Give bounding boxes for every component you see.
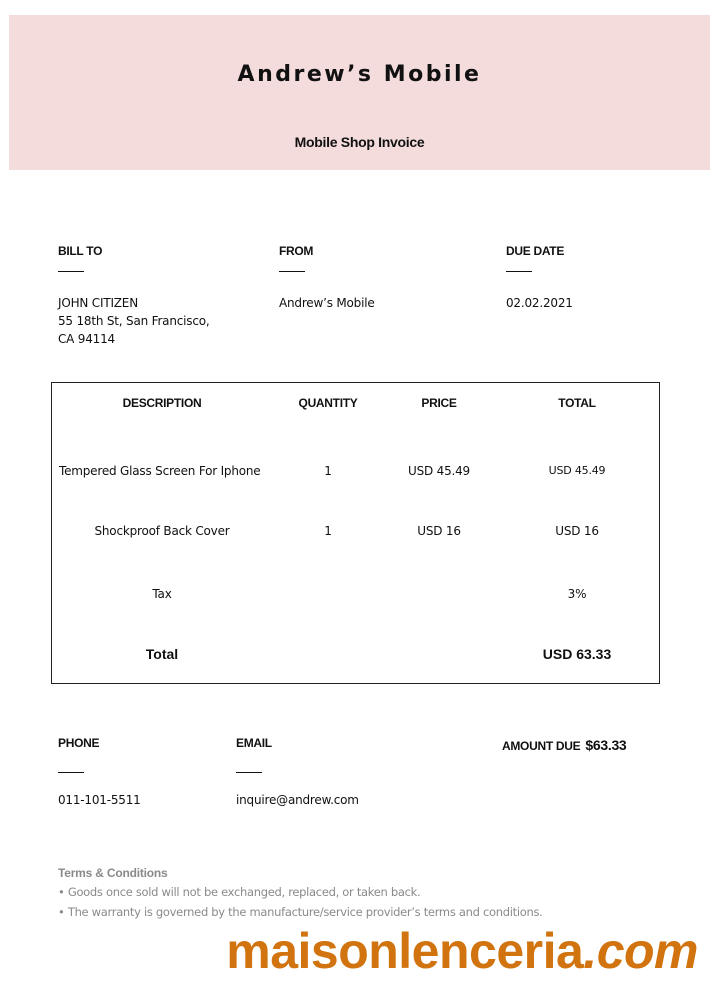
amount-due-value: $63.33 (585, 737, 627, 753)
terms-line-1: • Goods once sold will not be exchanged, replaced, or taken back. (58, 885, 421, 899)
col-header-quantity: QUANTITY (298, 396, 358, 410)
row1-quantity: 1 (324, 464, 332, 478)
col-header-price: PRICE (421, 396, 457, 410)
due-date-value: 02.02.2021 (506, 296, 573, 310)
from-label: FROM (279, 244, 314, 258)
bill-to-name: JOHN CITIZEN (58, 296, 138, 310)
row2-quantity: 1 (324, 524, 332, 538)
invoice-title: Mobile Shop Invoice (294, 134, 425, 150)
bill-to-label: BILL TO (58, 244, 103, 258)
bill-to-address-line1: 55 18th St, San Francisco, (58, 314, 210, 328)
watermark-name: maisonlenceria (226, 923, 584, 979)
watermark-tld: .com (583, 923, 698, 979)
from-value: Andrew’s Mobile (279, 296, 375, 310)
terms-line-2: • The warranty is governed by the manufacture/service provider’s terms and conditions. (58, 905, 543, 919)
phone-rule (58, 772, 84, 773)
row1-price: USD 45.49 (407, 464, 470, 478)
bill-to-address-line2: CA 94114 (58, 332, 115, 346)
email-value: inquire@andrew.com (236, 793, 359, 807)
header-band (9, 15, 710, 170)
row2-total: USD 16 (555, 524, 599, 538)
phone-value: 011-101-5511 (58, 793, 141, 807)
from-rule (279, 271, 305, 272)
tax-value: 3% (567, 587, 587, 601)
watermark (226, 922, 698, 980)
terms-title: Terms & Conditions (58, 866, 168, 880)
total-label: Total (145, 646, 179, 662)
amount-due-label: AMOUNT DUE (502, 739, 581, 753)
email-label: EMAIL (236, 736, 272, 750)
amount-due (502, 737, 626, 753)
row1-total: USD 45.49 (548, 464, 606, 477)
phone-label: PHONE (58, 736, 100, 750)
email-rule (236, 772, 262, 773)
due-date-label: DUE DATE (506, 244, 565, 258)
row1-description: Tempered Glass Screen For Iphone (59, 464, 261, 478)
tax-label: Tax (152, 587, 172, 601)
bill-to-rule (58, 271, 84, 272)
shop-name: Andrew’s Mobile (237, 62, 482, 87)
row2-description: Shockproof Back Cover (94, 524, 230, 538)
col-header-description: DESCRIPTION (122, 396, 202, 410)
due-date-rule (506, 271, 532, 272)
row2-price: USD 16 (417, 524, 461, 538)
col-header-total: TOTAL (558, 396, 596, 410)
total-value: USD 63.33 (542, 646, 612, 662)
